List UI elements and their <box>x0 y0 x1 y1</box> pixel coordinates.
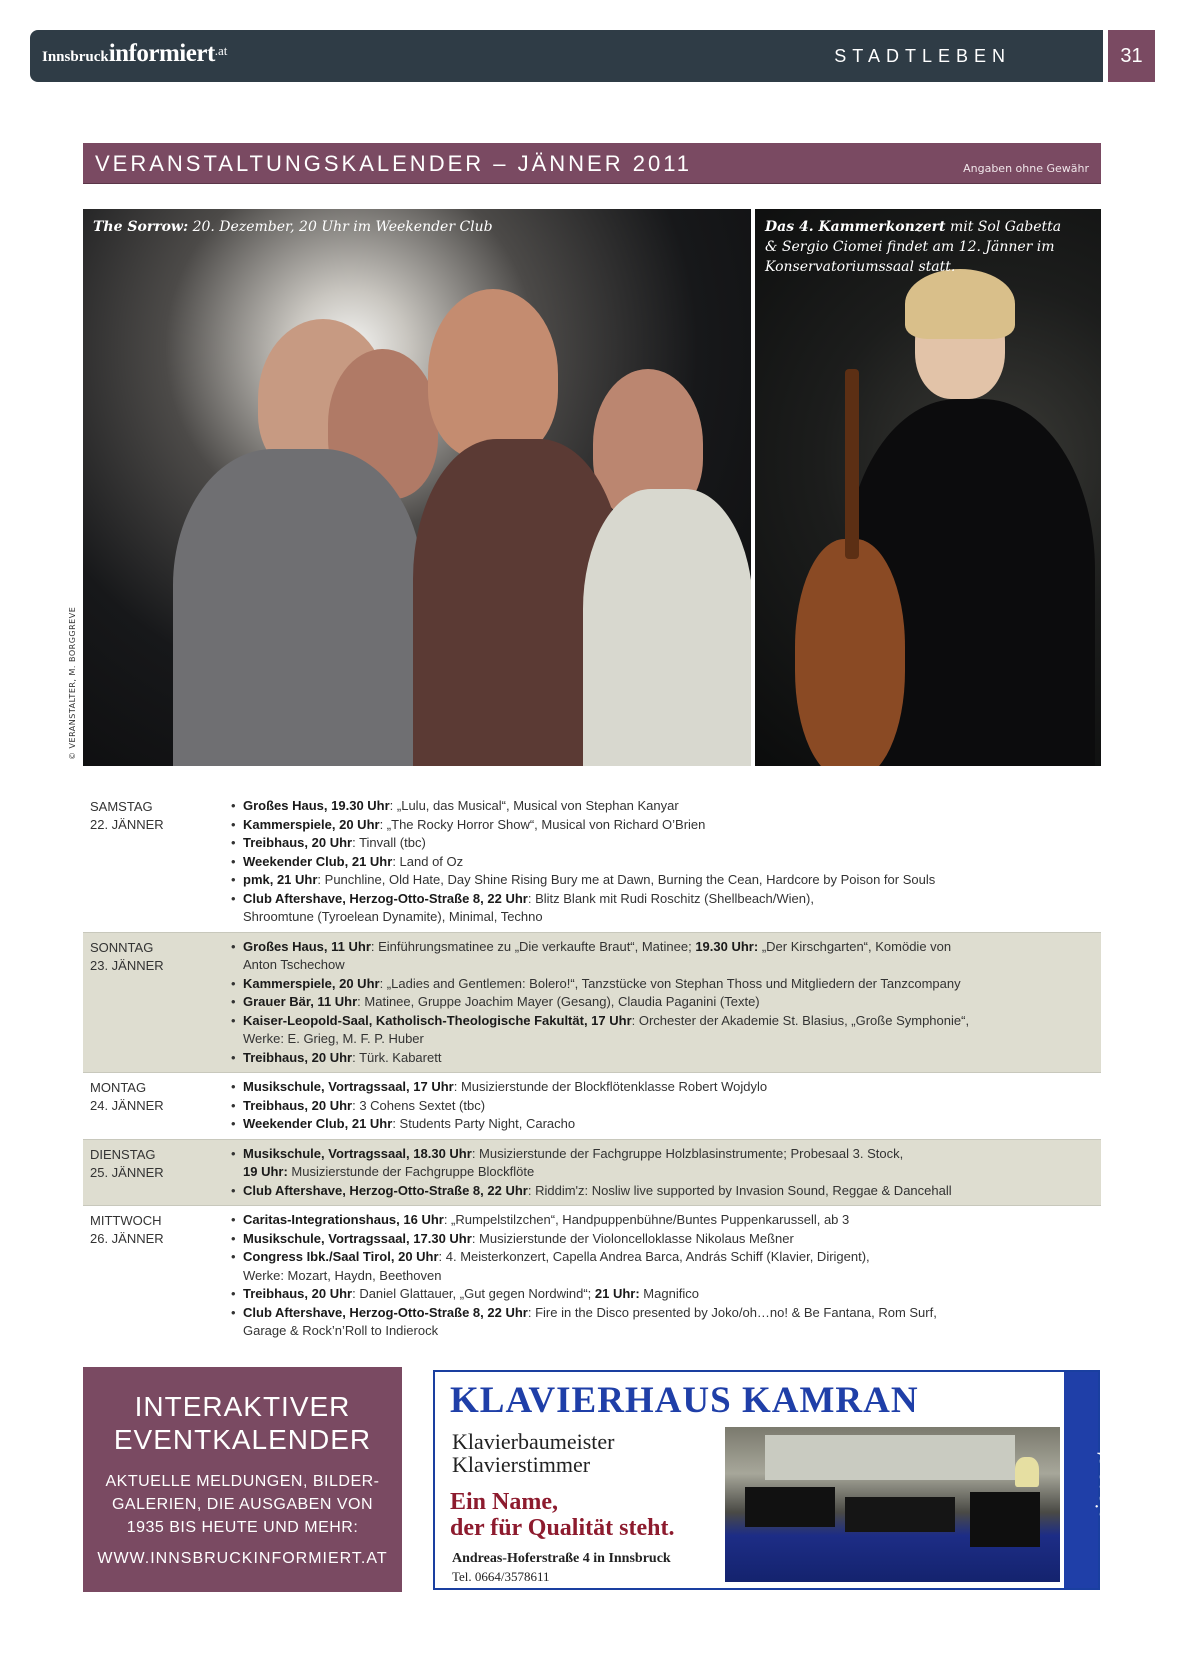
event-item <box>231 1285 1101 1304</box>
weekday: DIENSTAG <box>90 1146 156 1162</box>
event-text: : Tinvall (tbc) <box>352 835 426 850</box>
event-item <box>231 1182 1101 1201</box>
event-text: : „Rumpelstilzchen“, Handpuppenbühne/Buntes Puppenkarussell, ab 3 <box>443 1212 850 1227</box>
event-venue: Musikschule, Vortragssaal, 17.30 Uhr <box>243 1230 472 1246</box>
event-venue: 19 Uhr: <box>243 1164 288 1179</box>
event-venue: Club Aftershave, Herzog-Otto-Straße 8, 22 Uhr <box>243 1182 528 1198</box>
event-continuation <box>243 1322 1101 1341</box>
event-text: : Punchline, Old Hate, Day Shine Rising Bury me at Dawn, Burning the Cean, Hardcore by Poison for Souls <box>317 872 936 887</box>
event-text: : Orchester der Akademie St. Blasius, „Große Symphonie“, <box>631 1012 970 1028</box>
day-row <box>83 932 1101 1073</box>
cellist-photo <box>755 209 1101 766</box>
ad-slogan: Ein Name, <box>450 1489 558 1515</box>
event-text: Garage & Rock’n’Roll to Indierock <box>243 1323 439 1338</box>
event-venue: Musikschule, Vortragssaal, 18.30 Uhr <box>243 1145 472 1161</box>
event-item <box>231 871 1101 890</box>
event-venue: Großes Haus, 11 Uhr <box>243 938 371 954</box>
caption-bold: The Sorrow: <box>93 219 189 235</box>
band-body <box>583 489 751 766</box>
event-item <box>231 975 1101 994</box>
event-text: Anton Tschechow <box>243 957 345 972</box>
piano-shape <box>745 1487 835 1527</box>
caption-text: mit Sol Gabetta & Sergio Ciomei findet am 12. Jänner im Konservatoriumssaal statt. <box>765 219 1062 275</box>
promo-url-link[interactable]: WWW.INNSBRUCKINFORMIERT.AT <box>97 1550 388 1567</box>
calendar-title-bar <box>83 143 1101 184</box>
event-item <box>231 993 1101 1012</box>
event-text: : Musizierstunde der Fachgruppe Holzblasinstrumente; Probesaal 3. Stock, <box>471 1145 904 1161</box>
page-number: 31 <box>1108 30 1155 82</box>
event-venue: Kammerspiele, 20 Uhr <box>243 816 380 832</box>
event-venue: Musikschule, Vortragssaal, 17 Uhr <box>243 1079 454 1094</box>
day-row <box>83 1205 1101 1346</box>
event-text: Magnifico <box>639 1286 699 1301</box>
event-text: Werke: E. Grieg, M. F. P. Huber <box>243 1031 424 1046</box>
cellist-photo-caption <box>765 217 1065 277</box>
band-member-figure <box>428 289 558 459</box>
promo-heading-line: EVENTKALENDER <box>113 1424 372 1455</box>
event-item <box>231 1115 1101 1134</box>
day-row <box>83 1139 1101 1206</box>
piano-shape <box>970 1492 1040 1547</box>
event-text: : Fire in the Disco presented by Joko/oh…no! & Be Fantana, Rom Surf, <box>527 1304 937 1320</box>
event-item <box>231 1145 1101 1182</box>
event-item <box>231 1304 1101 1341</box>
event-venue: 21 Uhr: <box>594 1286 640 1301</box>
cello-shape <box>795 539 905 766</box>
event-text: Werke: Mozart, Haydn, Beethoven <box>243 1267 442 1283</box>
promo-subtext-line: AKTUELLE MELDUNGEN, BILDER- <box>105 1473 380 1490</box>
event-text: : 4. Meisterkonzert, Capella Andrea Barca, András Schiff (Klavier, Dirigent), <box>438 1249 870 1264</box>
event-venue: Großes Haus, 19.30 Uhr <box>243 798 390 813</box>
event-text: : Students Party Night, Caracho <box>392 1116 576 1131</box>
ad-tagline: Klavierstimmer <box>452 1452 591 1477</box>
date: 25. JÄNNER <box>90 1164 164 1180</box>
date: 24. JÄNNER <box>90 1098 164 1113</box>
event-continuation <box>243 956 1101 975</box>
ad-phone: Tel. 0664/3578611 <box>452 1569 550 1584</box>
eventkalender-promo[interactable] <box>83 1367 402 1592</box>
event-item <box>231 890 1101 927</box>
day-row <box>83 1072 1101 1139</box>
event-text: : Daniel Glattauer, „Gut gegen Nordwind“; <box>352 1286 595 1301</box>
event-venue: Treibhaus, 20 Uhr <box>243 835 353 850</box>
event-text: : „The Rocky Horror Show“, Musical von Richard O’Brien <box>379 816 706 832</box>
event-text: : Musizierstunde der Violoncelloklasse Nikolaus Meßner <box>471 1230 794 1246</box>
event-venue: Treibhaus, 20 Uhr <box>243 1049 353 1065</box>
event-list <box>83 797 1101 927</box>
event-venue: Grauer Bär, 11 Uhr <box>243 994 358 1009</box>
calendar-title: VERANSTALTUNGSKALENDER – JÄNNER 2011 <box>95 151 693 176</box>
event-venue: Treibhaus, 20 Uhr <box>243 1097 353 1113</box>
event-text: : 3 Cohens Sextet (tbc) <box>352 1097 486 1113</box>
day-row <box>83 792 1101 932</box>
event-list <box>83 1211 1101 1341</box>
event-item <box>231 1248 1101 1285</box>
event-text: : Matinee, Gruppe Joachim Mayer (Gesang), Claudia Paganini (Texte) <box>357 994 760 1009</box>
calendar-note: Angaben ohne Gewähr <box>963 162 1089 175</box>
date: 26. JÄNNER <box>90 1231 164 1246</box>
piano-shop-photo <box>725 1427 1060 1582</box>
photo-credit: © VERANSTALTER, M. BORGGREVE <box>68 606 77 760</box>
band-body <box>173 449 423 766</box>
event-venue: Kammerspiele, 20 Uhr <box>243 975 380 991</box>
piano-shape <box>845 1497 955 1532</box>
event-text: : Blitz Blank mit Rudi Roschitz (Shellbeach/Wien), <box>527 890 814 906</box>
day-label <box>90 1146 164 1182</box>
caption-text: 20. Dezember, 20 Uhr im Weekender Club <box>188 219 493 235</box>
ad-tagline: Klavierbaumeister <box>452 1429 615 1454</box>
event-item <box>231 816 1101 835</box>
event-text: Musizierstunde der Fachgruppe Blockflöte <box>287 1164 535 1179</box>
event-list <box>83 938 1101 1068</box>
event-item <box>231 1012 1101 1049</box>
event-list <box>83 1078 1101 1134</box>
event-venue: 19.30 Uhr: <box>695 938 759 954</box>
event-text: : Türk. Kabarett <box>352 1049 442 1065</box>
event-calendar-table <box>83 792 1101 1346</box>
event-item <box>231 1097 1101 1116</box>
event-continuation <box>243 908 1101 927</box>
event-venue: Kaiser-Leopold-Saal, Katholisch-Theologische Fakultät, 17 Uhr <box>243 1012 632 1028</box>
weekday: MITTWOCH <box>90 1213 162 1228</box>
lamp-shape <box>1015 1457 1039 1487</box>
event-continuation <box>243 1030 1101 1049</box>
weekday: SAMSTAG <box>90 799 153 814</box>
event-list <box>83 1145 1101 1201</box>
event-text: „Der Kirschgarten“, Komödie von <box>758 938 952 954</box>
ad-company-name: KLAVIERHAUS KAMRAN <box>450 1380 919 1421</box>
section-label: STADTLEBEN <box>834 46 1011 66</box>
caption-bold: Das 4. Kammerkonzert <box>765 219 946 235</box>
event-item <box>231 853 1101 872</box>
event-item <box>231 938 1101 975</box>
ad-website[interactable]: www.piano.at <box>1090 1450 1115 1572</box>
cello-neck <box>845 369 859 559</box>
event-item <box>231 797 1101 816</box>
day-label <box>90 1079 164 1115</box>
day-label <box>90 798 164 834</box>
event-text: : Einführungsmatinee zu „Die verkaufte Braut“, Matinee; <box>370 938 696 954</box>
event-venue: pmk, 21 Uhr <box>243 872 318 887</box>
promo-heading <box>83 1390 402 1456</box>
brand-small: Innsbruck <box>42 49 109 65</box>
promo-subtext-line: 1935 BIS HEUTE UND MEHR: <box>126 1519 359 1536</box>
event-venue: Club Aftershave, Herzog-Otto-Straße 8, 22 Uhr <box>243 890 528 906</box>
shop-window <box>765 1435 1015 1480</box>
event-text: : Riddim'z: Nosliw live supported by Invasion Sound, Reggae & Dancehall <box>527 1182 952 1198</box>
date: 23. JÄNNER <box>90 957 164 973</box>
brand-big: informiert <box>108 40 215 67</box>
event-venue: Congress Ibk./Saal Tirol, 20 Uhr <box>243 1249 439 1264</box>
event-venue: Treibhaus, 20 Uhr <box>243 1286 353 1301</box>
event-text: : Musizierstunde der Blockflötenklasse Robert Wojdylo <box>453 1079 768 1094</box>
event-item <box>231 1211 1101 1230</box>
event-item <box>231 1078 1101 1097</box>
event-text: : Land of Oz <box>392 853 464 869</box>
band-photo <box>83 209 751 766</box>
weekday: MONTAG <box>90 1080 147 1095</box>
event-item <box>231 1230 1101 1249</box>
event-item <box>231 834 1101 853</box>
ad-address: Andreas-Hoferstraße 4 in Innsbruck <box>452 1551 671 1566</box>
weekday: SONNTAG <box>90 939 154 955</box>
cellist-hair <box>905 269 1015 339</box>
brand-suffix: .at <box>214 43 228 58</box>
band-photo-caption <box>93 217 493 237</box>
brand-logo <box>42 40 227 68</box>
promo-subtext <box>83 1470 402 1539</box>
promo-subtext-line: GALERIEN, DIE AUSGABEN VON <box>111 1496 374 1513</box>
ad-website-band[interactable] <box>1064 1372 1115 1588</box>
event-venue: Caritas-Integrationshaus, 16 Uhr <box>243 1212 444 1227</box>
event-venue: Weekender Club, 21 Uhr <box>243 853 393 869</box>
ad-slogan: der für Qualität steht. <box>450 1515 675 1541</box>
date: 22. JÄNNER <box>90 817 164 832</box>
day-label <box>90 1212 164 1248</box>
event-continuation <box>243 1163 1101 1182</box>
event-text: : „Lulu, das Musical“, Musical von Stephan Kanyar <box>389 798 679 813</box>
event-venue: Club Aftershave, Herzog-Otto-Straße 8, 22 Uhr <box>243 1304 528 1320</box>
promo-heading-line: INTERAKTIVER <box>134 1391 351 1422</box>
event-continuation <box>243 1267 1101 1286</box>
event-venue: Weekender Club, 21 Uhr <box>243 1116 393 1131</box>
klavierhaus-ad[interactable] <box>433 1370 1115 1590</box>
day-label <box>90 939 164 975</box>
event-text: Shroomtune (Tyroelean Dynamite), Minimal, Techno <box>243 909 543 924</box>
event-text: : „Ladies and Gentlemen: Bolero!“, Tanzstücke von Stephan Thoss und Mitgliedern der Tanzcompany <box>379 975 961 991</box>
page-header <box>30 30 1151 82</box>
event-item <box>231 1049 1101 1068</box>
